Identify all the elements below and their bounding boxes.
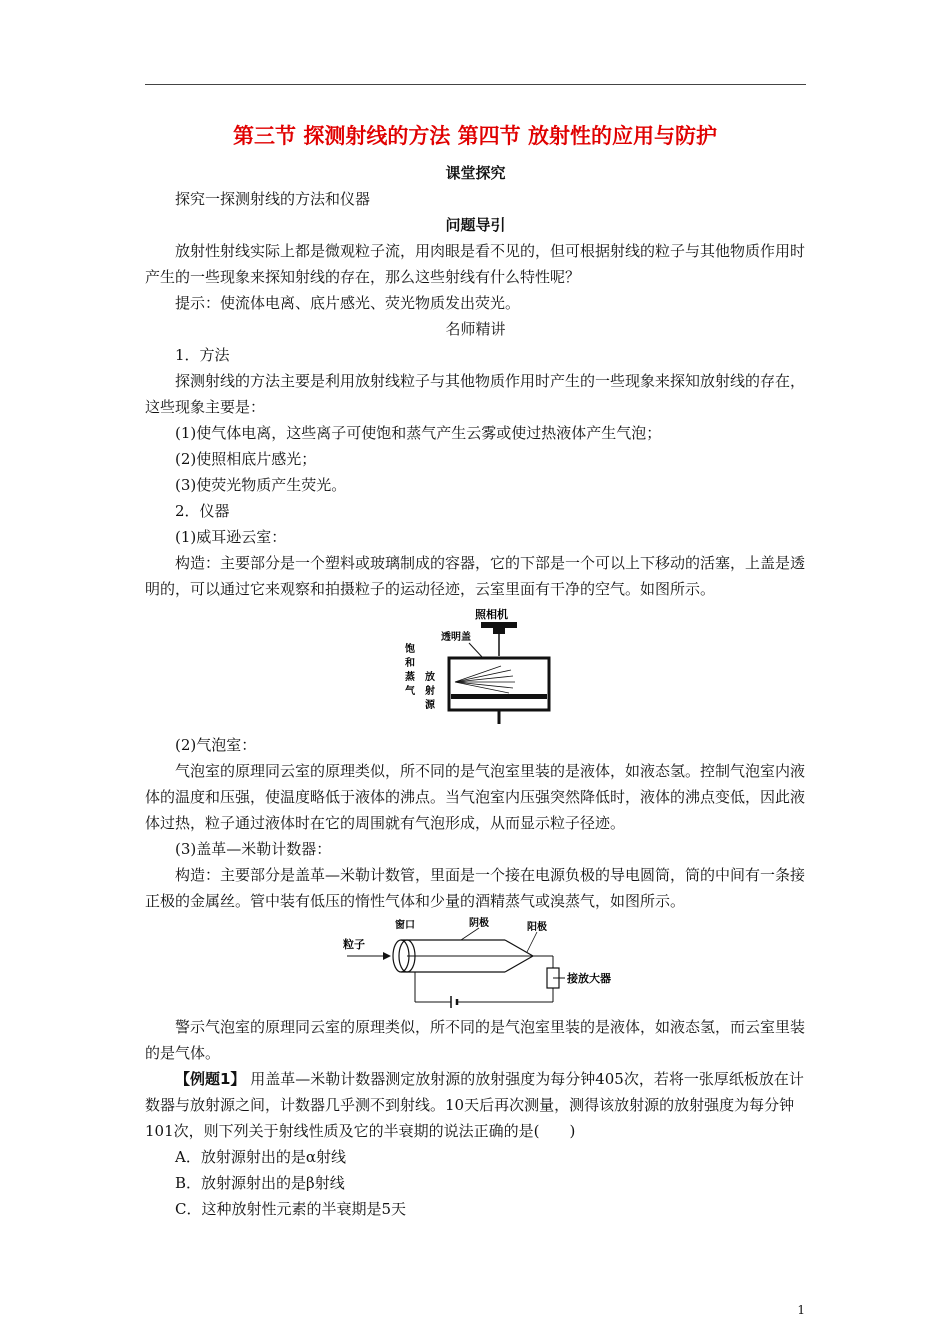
vapor-label: 饱和蒸气 bbox=[404, 644, 415, 697]
cathode-pointer bbox=[461, 928, 479, 940]
section-heading: 课堂探究 bbox=[445, 164, 506, 182]
anode-label: 阳极 bbox=[526, 922, 547, 933]
paragraph: 气泡室的原理同云室的原理类似，所不同的是气泡室里装的是液体，如液态氢。控制气泡室内液体的温度和压强，使温度略低于液体的沸点。当气泡室内压强突然降低时，液体的沸点变低，因此液体过热，粒子通过液体时在它的周围就有气泡形成，从而显示粒子径迹。 bbox=[145, 762, 806, 832]
camera-lens bbox=[493, 628, 505, 634]
piston bbox=[451, 694, 547, 699]
camera-body bbox=[481, 622, 517, 628]
anode-pointer bbox=[527, 932, 537, 952]
amplifier-label: 接放大器 bbox=[566, 972, 611, 985]
option-b: B．放射源射出的是β射线 bbox=[175, 1174, 345, 1192]
paragraph: 探测射线的方法主要是利用放射线粒子与其他物质作用时产生的一些现象来探知放射线的存在，这些现象主要是： bbox=[145, 372, 806, 416]
list-item: (3)使荧光物质产生荧光。 bbox=[175, 476, 347, 494]
option-c: C．这种放射性元素的半衰期是5天 bbox=[175, 1200, 407, 1218]
list-item: (2)使照相底片感光； bbox=[175, 450, 317, 468]
particle-tracks bbox=[455, 666, 515, 693]
geiger-counter-figure bbox=[341, 916, 611, 1012]
source-label: 放射源 bbox=[424, 672, 435, 711]
method-heading: 1．方法 bbox=[175, 346, 230, 364]
window-label: 窗口 bbox=[394, 920, 415, 931]
warning-text: 警示气泡室的原理同云室的原理类似，所不同的是气泡室里装的是液体，如液态氢，而云室里装的是气体。 bbox=[145, 1018, 806, 1062]
example-label: 【例题1】 bbox=[175, 1070, 246, 1088]
example-text: 用盖革—米勒计数器测定放射源的放射强度为每分钟405次，若将一张厚纸板放在计数器与放射源之间，计数器几乎测不到射线。10天后再次测量，测得该放射源的放射强度为每分钟101次，则下列关于射线性质及它的半衰期的说法正确的是( ) bbox=[145, 1070, 804, 1140]
camera-label: 照相机 bbox=[474, 608, 508, 621]
header-rule bbox=[145, 84, 806, 85]
instrument-heading: 2．仪器 bbox=[175, 502, 230, 520]
paragraph: 放射性射线实际上都是微观粒子流，用肉眼是看不见的，但可根据射线的粒子与其他物质作用时产生的一些现象来探知射线的存在，那么这些射线有什么特性呢？ bbox=[145, 242, 806, 286]
particle-arrowhead bbox=[383, 952, 391, 960]
lid-label: 透明盖 bbox=[440, 632, 471, 643]
cloud-chamber-heading: (1)威耳逊云室： bbox=[175, 528, 287, 546]
bubble-chamber-heading: (2)气泡室： bbox=[175, 736, 257, 754]
paragraph: 构造：主要部分是盖革—米勒计数管，里面是一个接在电源负极的导电圆筒，筒的中间有一条接正极的金属丝。管中装有低压的惰性气体和少量的酒精蒸气或溴蒸气，如图所示。 bbox=[145, 866, 806, 910]
page-title: 第三节 探测射线的方法 第四节 放射性的应用与防护 bbox=[233, 124, 717, 148]
tube-cone-bottom bbox=[505, 956, 533, 972]
document-body bbox=[145, 160, 806, 1222]
page-number: 1 bbox=[797, 1303, 805, 1317]
teacher-heading: 名师精讲 bbox=[445, 320, 506, 338]
question-guide-heading: 问题导引 bbox=[445, 216, 506, 234]
lid-pointer bbox=[469, 643, 483, 658]
list-item: (1)使气体电离，这些离子可使饱和蒸气产生云雾或使过热液体产生气泡； bbox=[175, 424, 662, 442]
particle-label: 粒子 bbox=[342, 938, 365, 951]
explore-heading: 探究一探测射线的方法和仪器 bbox=[175, 190, 371, 208]
cloud-chamber-figure bbox=[401, 606, 551, 728]
option-a: A．放射源射出的是α射线 bbox=[175, 1148, 346, 1166]
hint-text: 提示：使流体电离、底片感光、荧光物质发出荧光。 bbox=[175, 294, 521, 312]
example-question bbox=[145, 1066, 806, 1144]
geiger-heading: (3)盖革—米勒计数器： bbox=[175, 840, 332, 858]
paragraph: 构造：主要部分是一个塑料或玻璃制成的容器，它的下部是一个可以上下移动的活塞，上盖是透明的，可以通过它来观察和拍摄粒子的运动径迹，云室里面有干净的空气。如图所示。 bbox=[145, 554, 806, 598]
cathode-label: 阴极 bbox=[468, 918, 489, 929]
